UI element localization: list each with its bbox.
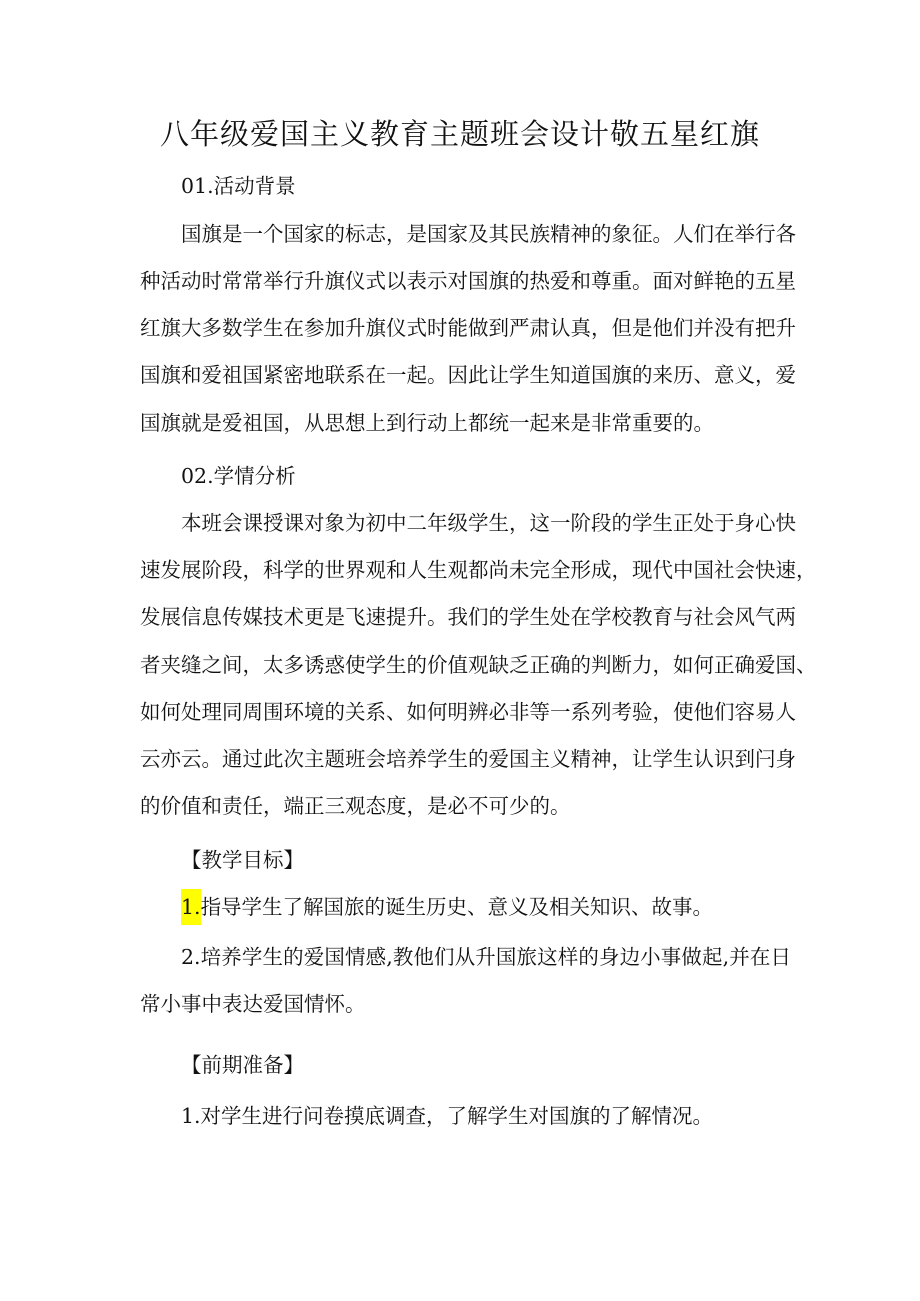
paragraph-line: 发展信息传媒技术更是飞速提升。我们的学生处在学校教育与社会风气两 <box>140 605 796 629</box>
objective-item-1 <box>181 892 713 922</box>
paragraph-line: 者夹缝之间，太多诱惑使学生的价值观缺乏正确的判断力，如何正确爱国、 <box>140 653 817 677</box>
paragraph-line: 国旗就是爱祖国，从思想上到行动上都统一起来是非常重要的。 <box>140 411 714 435</box>
paragraph-line: 的价值和责任，端正三观态度，是必不可少的。 <box>140 794 571 818</box>
preparation-item-1: 1.对学生进行问卷摸底调查，了解学生对国旗的了解情况。 <box>181 1104 714 1128</box>
section-heading-analysis: 02.学情分析 <box>181 464 296 488</box>
paragraph-line: 本班会课授课对象为初中二年级学生，这一阶段的学生正处于身心快 <box>181 511 796 535</box>
section-heading-background: 01.活动背景 <box>181 174 296 198</box>
section-heading-preparation: 【前期准备】 <box>181 1053 304 1077</box>
objective-item-2-line: 2.培养学生的爱国情感,教他们从升国旅这样的身边小事做起,并在日 <box>181 945 791 969</box>
document-title: 八年级爱国主义教育主题班会设计敬五星红旗 <box>159 117 760 151</box>
paragraph-line: 红旗大多数学生在参加升旗仪式时能做到严肃认真，但是他们并没有把升 <box>140 316 796 340</box>
paragraph-line: 国旗和爱祖国紧密地联系在一起。因此让学生知道国旗的来历、意义，爱 <box>140 363 796 387</box>
section-heading-objectives: 【教学目标】 <box>181 848 304 872</box>
paragraph-line: 国旗是一个国家的标志，是国家及其民族精神的象征。人们在举行各 <box>181 222 796 246</box>
objective-item-2-line: 常小事中表达爱国情怀。 <box>140 992 366 1016</box>
paragraph-line: 云亦云。通过此次主题班会培养学生的爱国主义精神，让学生认识到闩身 <box>140 747 796 771</box>
objective-item-1-text: 指导学生了解国旅的诞生历史、意义及相关知识、故事。 <box>200 895 714 919</box>
highlighted-number: 1. <box>181 889 201 925</box>
paragraph-line: 如何处理同周围环境的关系、如何明辨必非等一系列考验，使他们容易人 <box>140 700 796 724</box>
paragraph-line: 速发展阶段，科学的世界观和人生观都尚未完全形成，现代中国社会快速， <box>140 558 817 582</box>
paragraph-line: 种活动时常常举行升旗仪式以表示对国旗的热爱和尊重。面对鲜艳的五星 <box>140 269 796 293</box>
